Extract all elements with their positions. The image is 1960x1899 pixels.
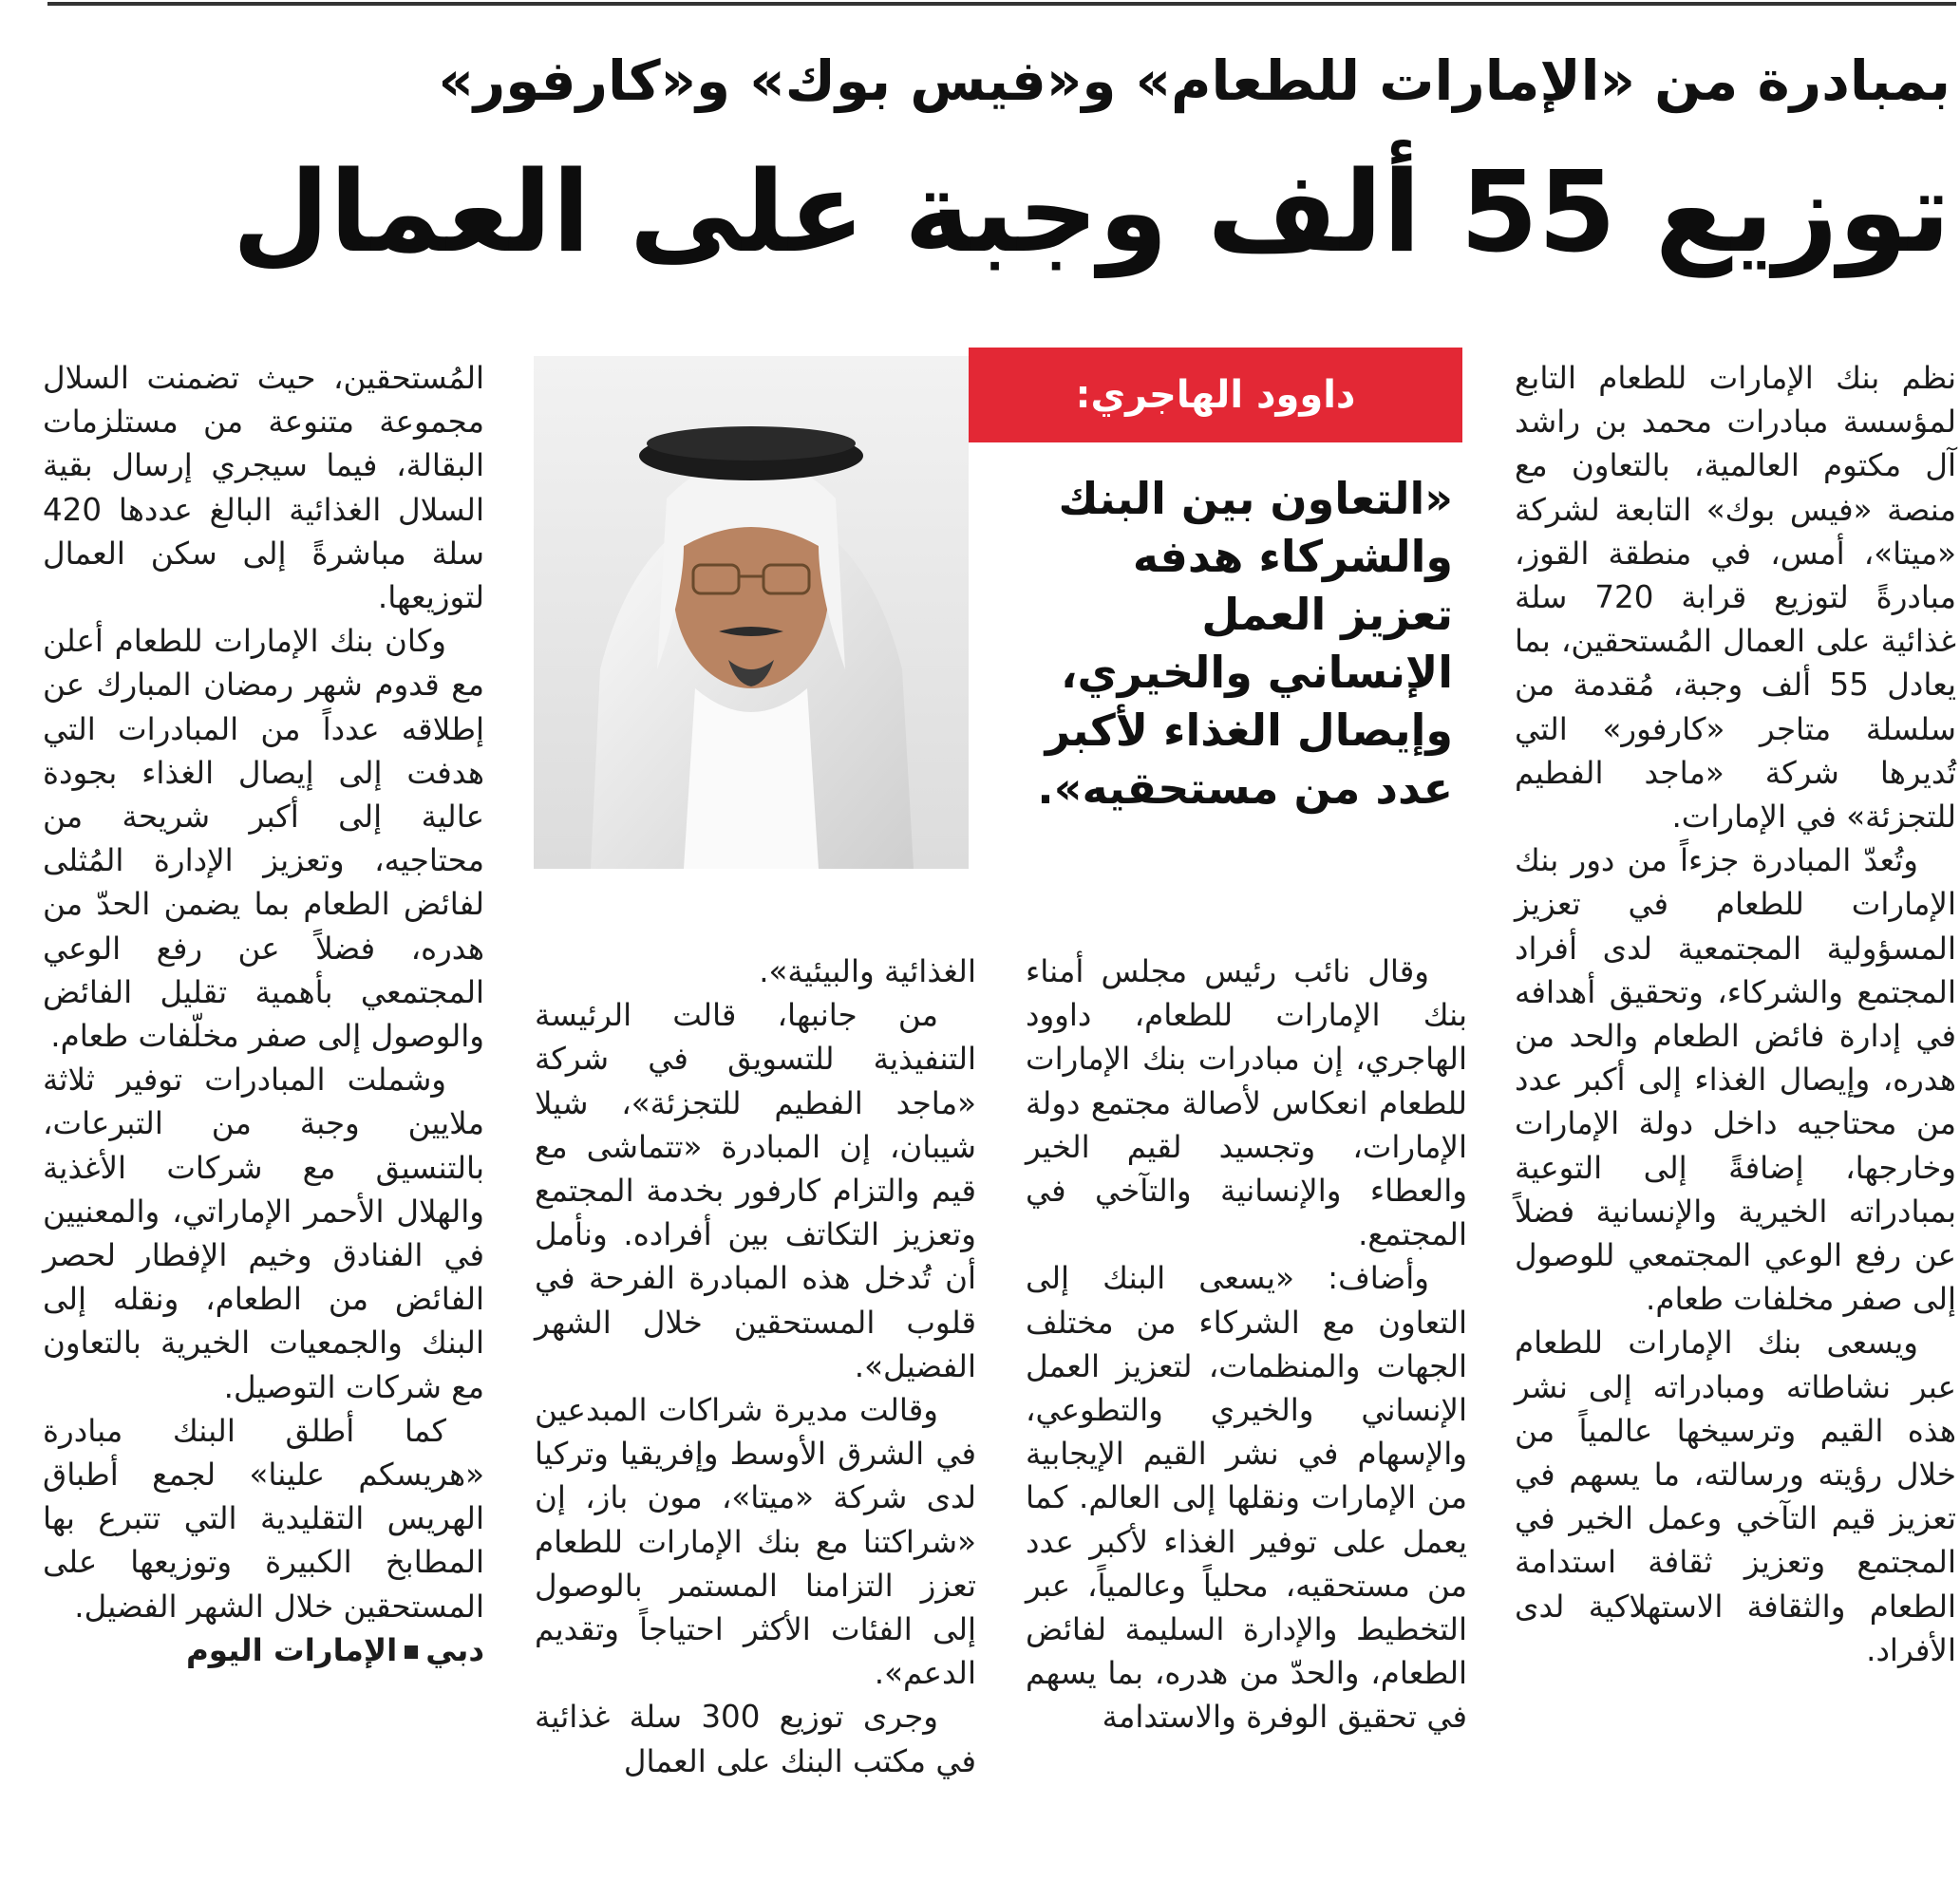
portrait-illustration <box>534 356 969 869</box>
paragraph: نظم بنك الإمارات للطعام التابع لمؤسسة مبادرات محمد بن راشد آل مكتوم العالمية، بالتعاون مع منصة «فيس بوك» التابعة لشركة «ميتا»، أمس، في منطقة القوز، مبادرةً لتوزيع قرابة 720 سلة غذائية على العمال المُستحقين، بما يعادل 55 ألف وجبة، مُقدمة من سلسلة متاجر «كارفور» التي تُديرها شركة «ماجد الفطيم للتجزئة» في الإمارات. <box>1515 360 1956 836</box>
paragraph: وجرى توزيع 300 سلة غذائية في مكتب البنك على العمال <box>535 1699 976 1779</box>
paragraph: وأضاف: «يسعى البنك إلى التعاون مع الشركاء من مختلف الجهات والمنظمات، لتعزيز العمل الإنساني والخيري والتطوعي، والإسهام في نشر القيم الإيجابية من الإمارات ونقلها إلى العالم. كما يعمل على توفير الغذاء لأكبر عدد من مستحقيه، محلياً وعالمياً، عبر التخطيط والإدارة السليمة لفائض الطعام، والحدّ من هدره، بما يسهم في تحقيق الوفرة والاستدامة <box>1026 1260 1467 1736</box>
pull-quote: «التعاون بين البنك والشركاء هدفه تعزيز العمل الإنساني والخيري، وإيصال الغذاء لأكبر عدد من مستحقيه». <box>1037 473 1453 814</box>
article-column-2 <box>1026 950 1467 1739</box>
article-column-1 <box>1515 356 1956 1672</box>
paragraph: وشملت المبادرات توفير ثلاثة ملايين وجبة من التبرعات، بالتنسيق مع شركات الأغذية والهلال الأحمر الإماراتي، والمعنيين في الفنادق وخيم الإفطار لحصر الفائض من الطعام، ونقله إلى البنك والجمعيات الخيرية بالتعاون مع شركات التوصيل. <box>43 1062 484 1405</box>
article-headline: توزيع 55 ألف وجبة على العمال <box>232 146 1951 277</box>
paragraph: وقال نائب رئيس مجلس أمناء بنك الإمارات للطعام، داوود الهاجري، إن مبادرات بنك الإمارات للطعام انعكاس لأصالة مجتمع دولة الإمارات، وتجسيد لقيم الخير والعطاء والإنسانية والتآخي في المجتمع. <box>1026 953 1467 1253</box>
article-column-4 <box>43 356 484 1672</box>
paragraph: المُستحقين، حيث تضمنت السلال مجموعة متنوعة من مستلزمات البقالة، فيما سيجري إرسال بقية السلال الغذائية البالغ عددها 420 سلة مباشرةً إلى سكن العمال لتوزيعها. <box>43 360 484 616</box>
paragraph: وتُعدّ المبادرة جزءاً من دور بنك الإمارات للطعام في تعزيز المسؤولية المجتمعية لدى أفراد المجتمع والشركاء، وتحقيق أهدافه في إدارة فائض الطعام والحد من هدره، وإيصال الغذاء إلى أكبر عدد من محتاجيه داخل دولة الإمارات وخارجها، إضافةً إلى التوعية بمبادراته الخيرية والإنسانية فضلاً عن رفع الوعي المجتمعي للوصول إلى صفر مخلفات طعام. <box>1515 842 1956 1318</box>
byline <box>43 1628 484 1672</box>
paragraph: ويسعى بنك الإمارات للطعام عبر نشاطاته ومبادراته إلى نشر هذه القيم وترسيخها عالمياً من خلال رؤيته ورسالته، ما يسهم في تعزيز قيم التآخي وعمل الخير في المجتمع وتعزيز ثقافة استدامة الطعام والثقافة الاستهلاكية لدى الأفراد. <box>1515 1325 1956 1668</box>
article-kicker: بمبادرة من «الإمارات للطعام» و«فيس بوك» و«كارفور» <box>438 48 1951 113</box>
byline-source: الإمارات اليوم <box>185 1631 398 1668</box>
top-rule <box>47 2 1956 6</box>
paragraph: الغذائية والبيئية». <box>759 953 976 989</box>
paragraph: كما أطلق البنك مبادرة «هريسكم علينا» لجمع أطباق الهريس التقليدية التي تتبرع بها المطابخ الكبيرة وتوزيعها على المستحقين خلال الشهر الفضيل. <box>43 1412 484 1625</box>
portrait-photo <box>534 356 969 869</box>
speaker-name: داوود الهاجري: <box>1075 373 1356 417</box>
byline-city: دبي <box>425 1631 484 1668</box>
byline-separator <box>405 1645 418 1659</box>
paragraph: وكان بنك الإمارات للطعام أعلن مع قدوم شهر رمضان المبارك عن إطلاقه عدداً من المبادرات التي هدفت إلى إيصال الغذاء بجودة عالية إلى أكبر شريحة من محتاجيه، وتعزيز الإدارة المُثلى لفائض الطعام بما يضمن الحدّ من هدره، فضلاً عن رفع الوعي المجتمعي بأهمية تقليل الفائض والوصول إلى صفر مخلّفات طعام. <box>43 623 484 1055</box>
speaker-label-box <box>969 348 1462 442</box>
article-column-3 <box>535 950 976 1783</box>
paragraph: من جانبها، قالت الرئيسة التنفيذية للتسويق في شركة «ماجد الفطيم للتجزئة»، شيلا شيبان، إن المبادرة «تتماشى مع قيم والتزام كارفور بخدمة المجتمع وتعزيز التكاتف بين أفراده. ونأمل أن تُدخل هذه المبادرة الفرحة في قلوب المستحقين خلال الشهر الفضيل». <box>535 997 976 1384</box>
paragraph: وقالت مديرة شراكات المبدعين في الشرق الأوسط وإفريقيا وتركيا لدى شركة «ميتا»، مون باز، إن «شراكتنا مع بنك الإمارات للطعام تعزز التزامنا المستمر بالوصول إلى الفئات الأكثر احتياجاً وتقديم الدعم». <box>535 1392 976 1692</box>
